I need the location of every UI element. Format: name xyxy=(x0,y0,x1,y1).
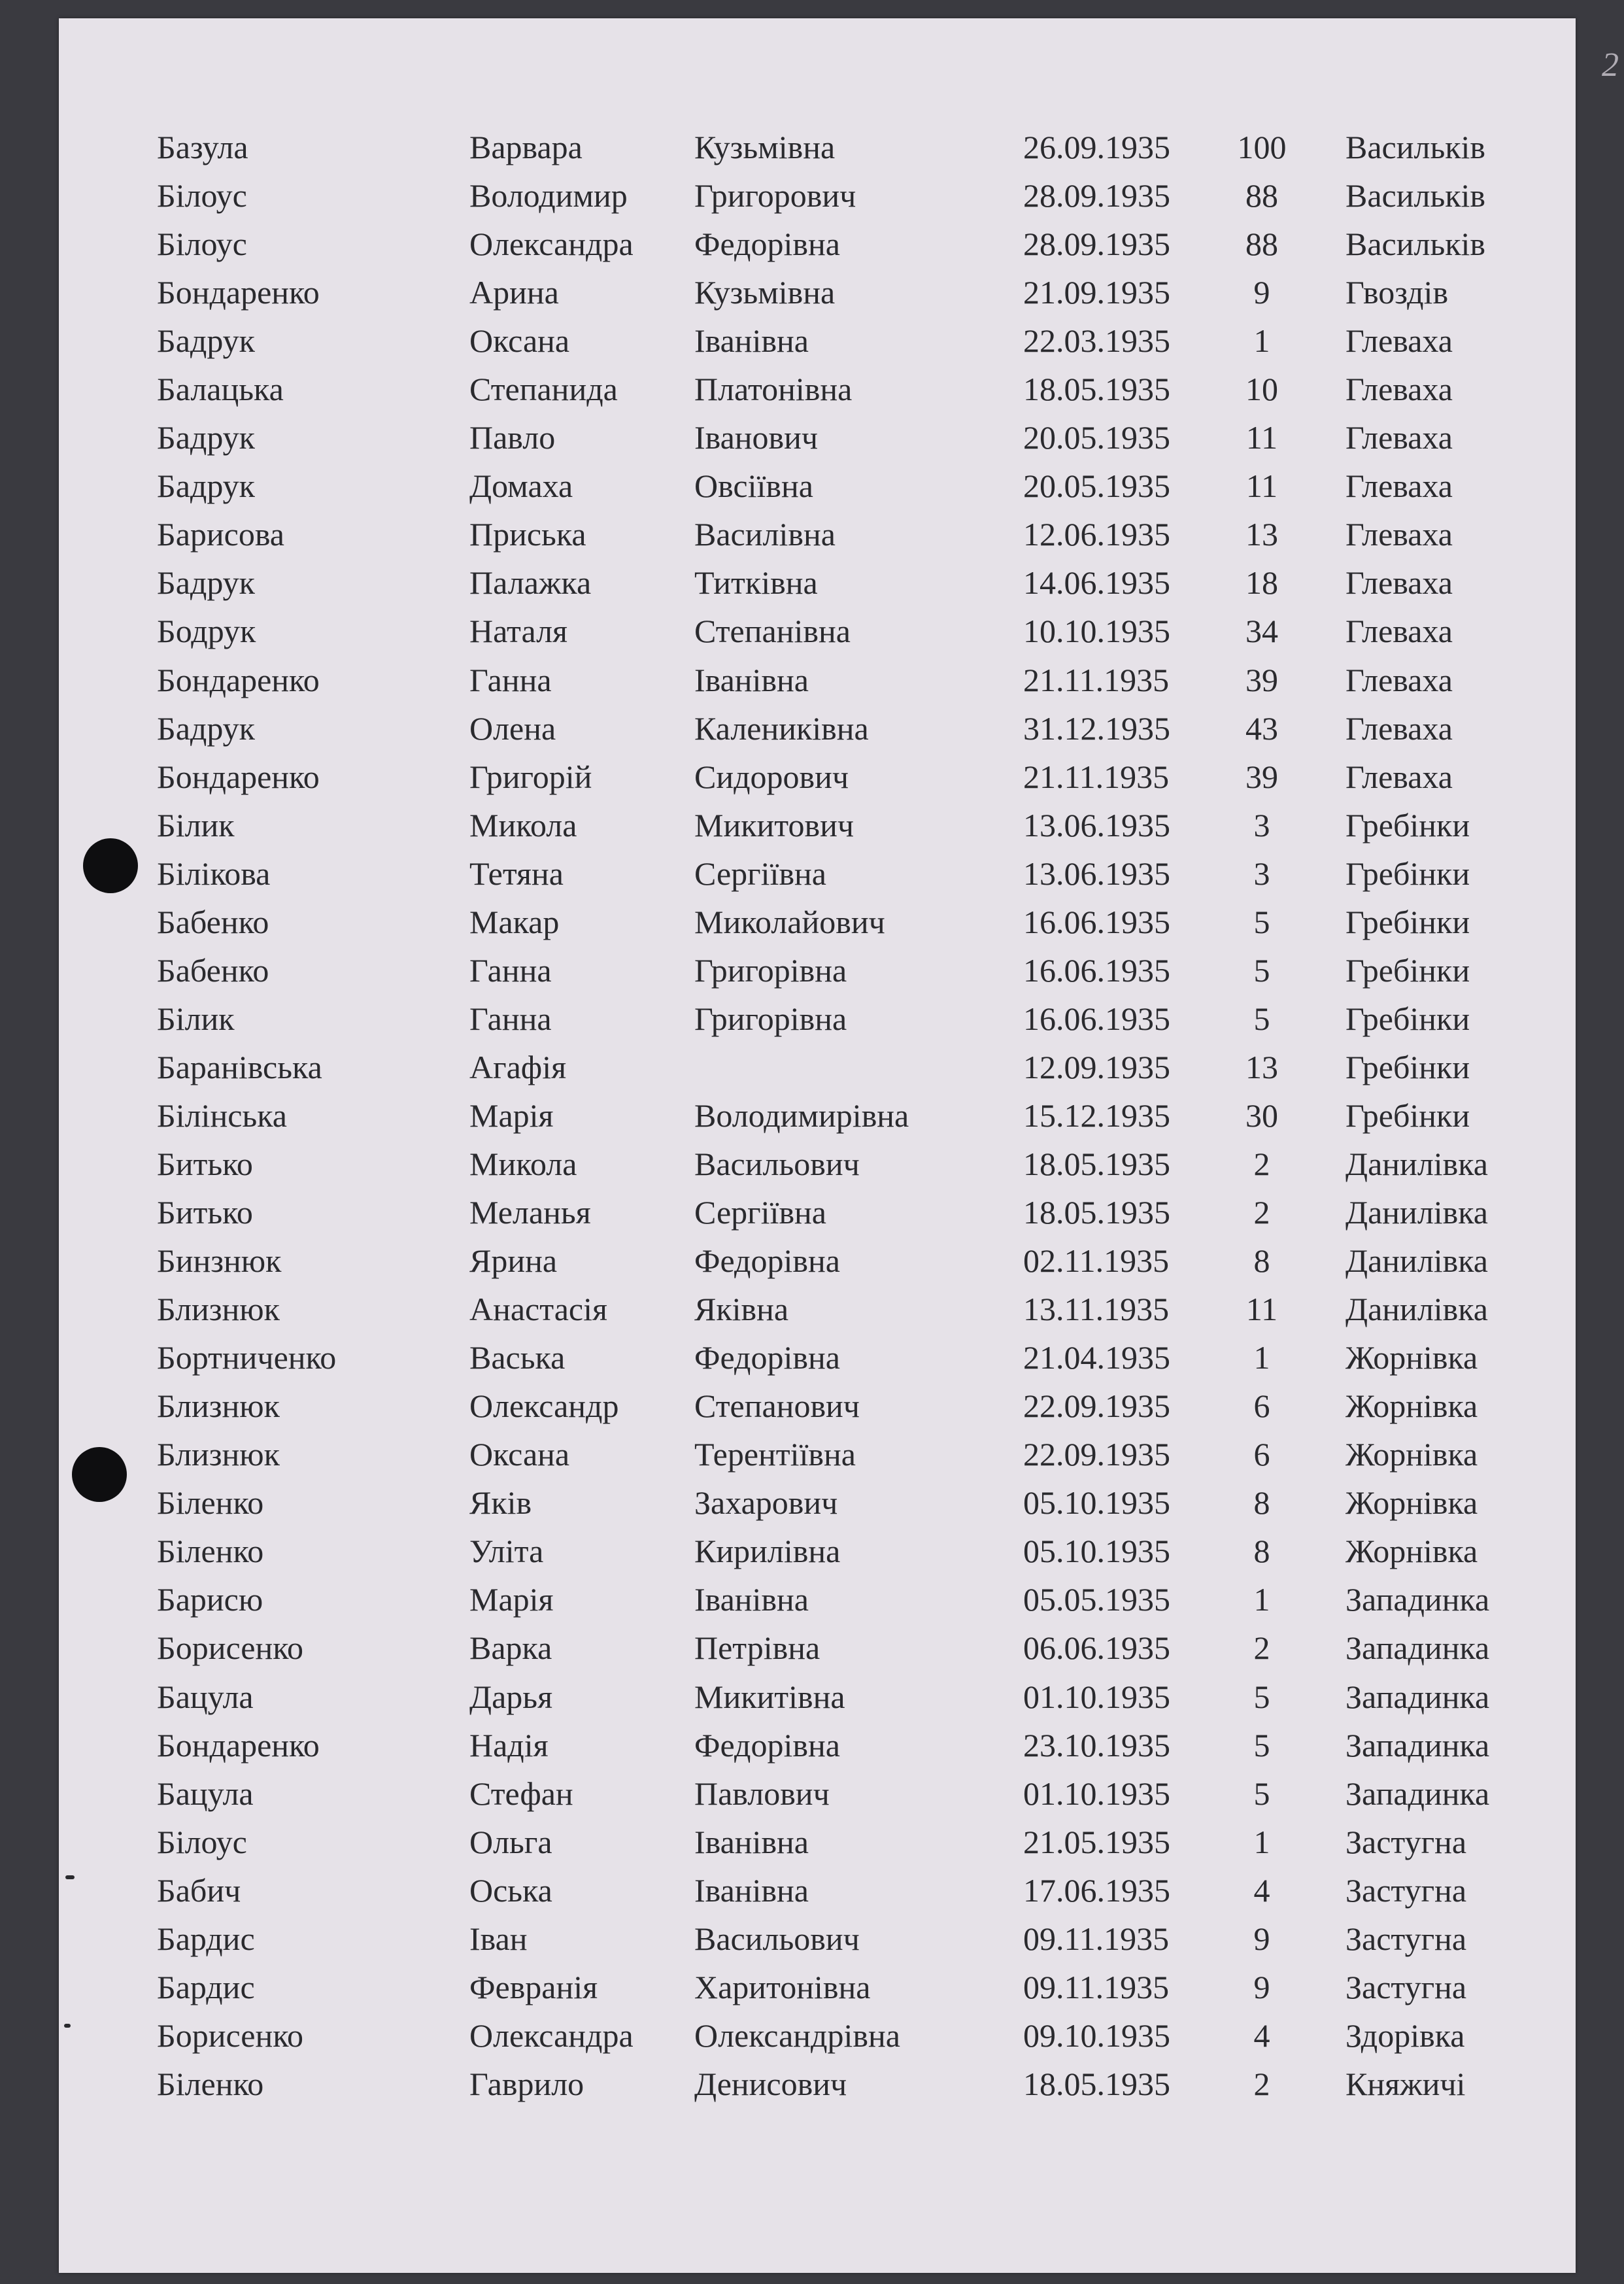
record-patronymic: Сидорович xyxy=(694,758,849,795)
record-first-name: Наталя xyxy=(469,613,568,650)
record-date: 14.06.1935 xyxy=(1023,564,1170,602)
record-number: 9 xyxy=(1253,1968,1270,2005)
record-number: 1 xyxy=(1253,1339,1270,1376)
record-number: 4 xyxy=(1253,1871,1270,1909)
record-surname: Бабич xyxy=(157,1871,241,1909)
record-number: 9 xyxy=(1253,1920,1270,1957)
record-row xyxy=(59,1285,1576,1333)
record-number: 43 xyxy=(1245,709,1278,747)
record-row xyxy=(59,1818,1576,1866)
record-date: 31.12.1935 xyxy=(1023,709,1170,747)
record-row xyxy=(59,558,1576,607)
record-number: 30 xyxy=(1245,1097,1278,1134)
record-patronymic: Захарович xyxy=(694,1484,838,1522)
record-number: 10 xyxy=(1245,371,1278,408)
record-row xyxy=(59,1963,1576,2011)
record-patronymic: Микитівна xyxy=(694,1678,845,1715)
record-first-name: Ганна xyxy=(469,951,552,989)
record-patronymic: Денисович xyxy=(694,2065,847,2102)
record-first-name: Уліта xyxy=(469,1533,544,1570)
record-row xyxy=(59,2060,1576,2108)
record-surname: Білик xyxy=(157,806,235,844)
record-surname: Барисова xyxy=(157,516,284,553)
record-surname: Біленко xyxy=(157,2065,264,2102)
record-date: 22.09.1935 xyxy=(1023,1388,1170,1425)
pen-mark xyxy=(64,2024,71,2028)
record-patronymic: Петрівна xyxy=(694,1629,820,1667)
record-row xyxy=(59,220,1576,268)
record-date: 09.10.1935 xyxy=(1023,2017,1170,2054)
record-date: 15.12.1935 xyxy=(1023,1097,1170,1134)
record-patronymic: Володимирівна xyxy=(694,1097,909,1134)
record-first-name: Приська xyxy=(469,516,586,553)
record-row xyxy=(59,365,1576,413)
record-list xyxy=(59,123,1576,2108)
record-surname: Бацула xyxy=(157,1775,254,1812)
record-date: 18.05.1935 xyxy=(1023,1145,1170,1182)
record-first-name: Яків xyxy=(469,1484,532,1522)
record-row xyxy=(59,413,1576,462)
record-date: 21.09.1935 xyxy=(1023,274,1170,311)
record-date: 06.06.1935 xyxy=(1023,1629,1170,1667)
record-row xyxy=(59,1915,1576,1963)
record-row xyxy=(59,1527,1576,1575)
record-surname: Білоус xyxy=(157,226,247,263)
record-patronymic: Калениківна xyxy=(694,709,869,747)
record-village: Глеваха xyxy=(1345,709,1453,747)
record-first-name: Дарья xyxy=(469,1678,553,1715)
record-date: 16.06.1935 xyxy=(1023,903,1170,940)
record-village: Глеваха xyxy=(1345,516,1453,553)
record-first-name: Ганна xyxy=(469,661,552,698)
record-date: 10.10.1935 xyxy=(1023,613,1170,650)
record-surname: Бондаренко xyxy=(157,758,320,795)
record-row xyxy=(59,171,1576,220)
record-first-name: Февранія xyxy=(469,1968,598,2005)
record-village: Глеваха xyxy=(1345,371,1453,408)
record-village: Васильків xyxy=(1345,177,1486,214)
record-village: Глеваха xyxy=(1345,758,1453,795)
record-patronymic: Степанович xyxy=(694,1388,860,1425)
record-village: Жорнівка xyxy=(1345,1339,1478,1376)
record-row xyxy=(59,753,1576,801)
record-village: Данилівка xyxy=(1345,1242,1488,1280)
record-surname: Бадрук xyxy=(157,468,255,505)
record-surname: Близнюк xyxy=(157,1436,280,1473)
record-row xyxy=(59,1673,1576,1721)
record-number: 5 xyxy=(1253,1678,1270,1715)
record-surname: Битько xyxy=(157,1194,253,1231)
record-first-name: Макар xyxy=(469,903,560,940)
record-patronymic: Кузьмівна xyxy=(694,274,836,311)
record-row xyxy=(59,607,1576,655)
record-row xyxy=(59,1043,1576,1091)
record-village: Жорнівка xyxy=(1345,1436,1478,1473)
record-patronymic: Федорівна xyxy=(694,1242,840,1280)
record-number: 8 xyxy=(1253,1242,1270,1280)
record-first-name: Варвара xyxy=(469,129,583,165)
record-surname: Бабенко xyxy=(157,951,269,989)
record-number: 5 xyxy=(1253,1775,1270,1812)
record-first-name: Оксана xyxy=(469,322,570,360)
record-surname: Баранівська xyxy=(157,1048,322,1085)
record-row xyxy=(59,462,1576,510)
record-date: 01.10.1935 xyxy=(1023,1678,1170,1715)
record-first-name: Павло xyxy=(469,419,556,456)
record-first-name: Марія xyxy=(469,1581,554,1618)
record-first-name: Микола xyxy=(469,806,577,844)
record-village: Данилівка xyxy=(1345,1291,1488,1328)
record-first-name: Оксана xyxy=(469,1436,570,1473)
record-patronymic: Кузьмівна xyxy=(694,129,836,165)
record-village: Васильків xyxy=(1345,226,1486,263)
record-patronymic: Кирилівна xyxy=(694,1533,841,1570)
record-date: 12.06.1935 xyxy=(1023,516,1170,553)
record-number: 1 xyxy=(1253,1581,1270,1618)
record-number: 13 xyxy=(1245,516,1278,553)
record-number: 2 xyxy=(1253,1145,1270,1182)
record-surname: Барисю xyxy=(157,1581,263,1618)
record-row xyxy=(59,1575,1576,1624)
record-patronymic: Терентіївна xyxy=(694,1436,856,1473)
record-date: 21.11.1935 xyxy=(1023,758,1170,795)
record-date: 21.05.1935 xyxy=(1023,1823,1170,1860)
record-patronymic: Васильович xyxy=(694,1920,860,1957)
record-first-name: Ярина xyxy=(469,1242,558,1280)
record-number: 11 xyxy=(1245,1291,1278,1328)
record-row xyxy=(59,1236,1576,1285)
record-number: 3 xyxy=(1253,855,1270,892)
record-date: 18.05.1935 xyxy=(1023,2065,1170,2102)
record-date: 28.09.1935 xyxy=(1023,226,1170,263)
record-surname: Бардис xyxy=(157,1920,255,1957)
record-village: Глеваха xyxy=(1345,564,1453,602)
record-surname: Білоус xyxy=(157,1823,247,1860)
record-surname: Борисенко xyxy=(157,2017,303,2054)
record-number: 11 xyxy=(1245,468,1278,505)
record-date: 13.06.1935 xyxy=(1023,806,1170,844)
record-first-name: Марія xyxy=(469,1097,554,1134)
record-row xyxy=(59,123,1576,171)
record-row xyxy=(59,1430,1576,1478)
record-patronymic: Сергіївна xyxy=(694,1194,827,1231)
record-surname: Бинзнюк xyxy=(157,1242,282,1280)
record-number: 5 xyxy=(1253,903,1270,940)
record-patronymic: Харитонівна xyxy=(694,1968,871,2005)
record-village: Глеваха xyxy=(1345,613,1453,650)
record-village: Застугна xyxy=(1345,1823,1467,1860)
record-village: Гребінки xyxy=(1345,806,1470,844)
record-village: Застугна xyxy=(1345,1968,1467,2005)
record-number: 88 xyxy=(1245,226,1278,263)
record-surname: Бабенко xyxy=(157,903,269,940)
record-surname: Бадрук xyxy=(157,709,255,747)
record-number: 88 xyxy=(1245,177,1278,214)
record-surname: Бацула xyxy=(157,1678,254,1715)
record-number: 5 xyxy=(1253,1726,1270,1764)
record-first-name: Палажка xyxy=(469,564,592,602)
pen-mark xyxy=(65,1875,75,1879)
record-surname: Біленко xyxy=(157,1533,264,1570)
record-surname: Білінська xyxy=(157,1097,287,1134)
record-row xyxy=(59,1188,1576,1236)
record-row xyxy=(59,946,1576,995)
record-patronymic: Іванівна xyxy=(694,322,809,360)
record-patronymic: Іванівна xyxy=(694,661,809,698)
record-surname: Бортниченко xyxy=(157,1339,337,1376)
record-number: 5 xyxy=(1253,951,1270,989)
record-patronymic: Федорівна xyxy=(694,1339,840,1376)
record-patronymic: Микитович xyxy=(694,806,854,844)
record-village: Западинка xyxy=(1345,1581,1490,1618)
record-date: 22.03.1935 xyxy=(1023,322,1170,360)
record-village: Гребінки xyxy=(1345,951,1470,989)
record-village: Жорнівка xyxy=(1345,1388,1478,1425)
record-date: 01.10.1935 xyxy=(1023,1775,1170,1812)
punch-hole xyxy=(83,838,138,893)
record-patronymic: Олександрівна xyxy=(694,2017,900,2054)
record-surname: Бондаренко xyxy=(157,661,320,698)
record-first-name: Стефан xyxy=(469,1775,573,1812)
record-number: 6 xyxy=(1253,1436,1270,1473)
record-first-name: Степанида xyxy=(469,371,618,408)
record-patronymic: Федорівна xyxy=(694,226,840,263)
record-date: 12.09.1935 xyxy=(1023,1048,1170,1085)
record-village: Глеваха xyxy=(1345,322,1453,360)
record-number: 13 xyxy=(1245,1048,1278,1085)
record-number: 1 xyxy=(1253,322,1270,360)
record-patronymic: Миколайович xyxy=(694,903,885,940)
record-surname: Бадрук xyxy=(157,322,255,360)
record-number: 2 xyxy=(1253,1629,1270,1667)
record-date: 26.09.1935 xyxy=(1023,129,1170,165)
record-village: Гребінки xyxy=(1345,903,1470,940)
record-row xyxy=(59,1140,1576,1188)
record-date: 16.06.1935 xyxy=(1023,1000,1170,1037)
record-first-name: Олександра xyxy=(469,226,634,263)
record-first-name: Микола xyxy=(469,1145,577,1182)
record-row xyxy=(59,1769,1576,1818)
record-surname: Битько xyxy=(157,1145,253,1182)
record-number: 8 xyxy=(1253,1533,1270,1570)
document-page xyxy=(59,18,1619,2273)
record-number: 1 xyxy=(1253,1823,1270,1860)
record-date: 20.05.1935 xyxy=(1023,419,1170,456)
record-date: 28.09.1935 xyxy=(1023,177,1170,214)
record-village: Глеваха xyxy=(1345,661,1453,698)
record-row xyxy=(59,1382,1576,1430)
record-village: Гребінки xyxy=(1345,1000,1470,1037)
record-village: Гребінки xyxy=(1345,1097,1470,1134)
record-date: 16.06.1935 xyxy=(1023,951,1170,989)
record-first-name: Надія xyxy=(469,1726,549,1764)
record-number: 2 xyxy=(1253,1194,1270,1231)
record-village: Западинка xyxy=(1345,1629,1490,1667)
record-row xyxy=(59,1478,1576,1527)
record-date: 02.11.1935 xyxy=(1023,1242,1170,1280)
record-number: 39 xyxy=(1245,758,1278,795)
record-date: 09.11.1935 xyxy=(1023,1920,1170,1957)
record-date: 18.05.1935 xyxy=(1023,1194,1170,1231)
record-surname: Борисенко xyxy=(157,1629,303,1667)
record-row xyxy=(59,316,1576,365)
record-first-name: Васька xyxy=(469,1339,566,1376)
record-village: Данилівка xyxy=(1345,1194,1488,1231)
record-surname: Білоус xyxy=(157,177,247,214)
record-number: 5 xyxy=(1253,1000,1270,1037)
record-patronymic: Платонівна xyxy=(694,371,853,408)
record-date: 20.05.1935 xyxy=(1023,468,1170,505)
punch-hole xyxy=(72,1447,127,1502)
record-number: 9 xyxy=(1253,274,1270,311)
record-date: 22.09.1935 xyxy=(1023,1436,1170,1473)
record-first-name: Арина xyxy=(469,274,559,311)
record-row xyxy=(59,704,1576,753)
record-row xyxy=(59,1866,1576,1915)
record-first-name: Володимир xyxy=(469,177,628,214)
record-village: Жорнівка xyxy=(1345,1484,1478,1522)
record-row xyxy=(59,898,1576,946)
record-first-name: Іван xyxy=(469,1920,528,1957)
record-date: 18.05.1935 xyxy=(1023,371,1170,408)
record-row xyxy=(59,2011,1576,2060)
record-number: 39 xyxy=(1245,661,1278,698)
record-row xyxy=(59,995,1576,1043)
record-surname: Близнюк xyxy=(157,1291,280,1328)
record-row xyxy=(59,1624,1576,1672)
record-village: Застугна xyxy=(1345,1920,1467,1957)
record-row xyxy=(59,656,1576,704)
record-date: 23.10.1935 xyxy=(1023,1726,1170,1764)
record-village: Гребінки xyxy=(1345,1048,1470,1085)
record-first-name: Олександра xyxy=(469,2017,634,2054)
record-number: 2 xyxy=(1253,2065,1270,2102)
record-village: Застугна xyxy=(1345,1871,1467,1909)
record-surname: Бодрук xyxy=(157,613,256,650)
record-number: 34 xyxy=(1245,613,1278,650)
record-village: Глеваха xyxy=(1345,419,1453,456)
record-number: 6 xyxy=(1253,1388,1270,1425)
record-date: 21.04.1935 xyxy=(1023,1339,1170,1376)
record-patronymic: Степанівна xyxy=(694,613,851,650)
record-surname: Бондаренко xyxy=(157,274,320,311)
record-patronymic: Іванівна xyxy=(694,1871,809,1909)
record-surname: Базула xyxy=(157,129,248,165)
record-village: Глеваха xyxy=(1345,468,1453,505)
record-surname: Біленко xyxy=(157,1484,264,1522)
record-first-name: Гаврило xyxy=(469,2065,584,2102)
record-number: 8 xyxy=(1253,1484,1270,1522)
record-village: Васильків xyxy=(1345,129,1486,165)
record-patronymic: Іванівна xyxy=(694,1823,809,1860)
record-surname: Білик xyxy=(157,1000,235,1037)
record-patronymic: Федорівна xyxy=(694,1726,840,1764)
record-number: 4 xyxy=(1253,2017,1270,2054)
record-patronymic: Сергіївна xyxy=(694,855,827,892)
record-surname: Бадрук xyxy=(157,419,255,456)
record-patronymic: Григорівна xyxy=(694,951,847,989)
record-village: Гребінки xyxy=(1345,855,1470,892)
record-surname: Близнюк xyxy=(157,1388,280,1425)
record-row xyxy=(59,1721,1576,1769)
record-first-name: Ольга xyxy=(469,1823,552,1860)
record-patronymic: Іванівна xyxy=(694,1581,809,1618)
record-patronymic: Васильович xyxy=(694,1145,860,1182)
record-number: 100 xyxy=(1237,129,1287,165)
record-first-name: Олександр xyxy=(469,1388,619,1425)
record-first-name: Григорій xyxy=(469,758,592,795)
record-patronymic: Іванович xyxy=(694,419,819,456)
record-first-name: Ганна xyxy=(469,1000,552,1037)
record-village: Данилівка xyxy=(1345,1145,1488,1182)
record-date: 17.06.1935 xyxy=(1023,1871,1170,1909)
record-first-name: Агафія xyxy=(469,1048,567,1085)
record-date: 13.11.1935 xyxy=(1023,1291,1170,1328)
record-row xyxy=(59,801,1576,849)
record-row xyxy=(59,268,1576,316)
record-first-name: Олена xyxy=(469,709,556,747)
record-village: Княжичі xyxy=(1345,2065,1466,2102)
record-village: Гвоздів xyxy=(1345,274,1449,311)
record-row xyxy=(59,1333,1576,1382)
record-patronymic: Василівна xyxy=(694,516,836,553)
record-surname: Балацька xyxy=(157,371,284,408)
record-first-name: Тетяна xyxy=(469,855,564,892)
record-patronymic: Титківна xyxy=(694,564,818,602)
record-first-name: Меланья xyxy=(469,1194,591,1231)
record-first-name: Варка xyxy=(469,1629,552,1667)
record-surname: Бондаренко xyxy=(157,1726,320,1764)
record-row xyxy=(59,510,1576,558)
record-surname: Бадрук xyxy=(157,564,255,602)
record-village: Западинка xyxy=(1345,1726,1490,1764)
page-number: 2 xyxy=(1602,46,1619,84)
record-patronymic: Овсіївна xyxy=(694,468,813,505)
record-surname: Білікова xyxy=(157,855,271,892)
record-patronymic: Павлович xyxy=(694,1775,830,1812)
record-patronymic: Григорівна xyxy=(694,1000,847,1037)
record-date: 05.10.1935 xyxy=(1023,1484,1170,1522)
record-patronymic: Яківна xyxy=(694,1291,789,1328)
record-village: Западинка xyxy=(1345,1775,1490,1812)
record-first-name: Анастасія xyxy=(469,1291,607,1328)
record-date: 05.05.1935 xyxy=(1023,1581,1170,1618)
record-village: Жорнівка xyxy=(1345,1533,1478,1570)
record-patronymic: Григорович xyxy=(694,177,856,214)
record-row xyxy=(59,1091,1576,1140)
record-number: 11 xyxy=(1245,419,1278,456)
record-surname: Бардис xyxy=(157,1968,255,2005)
record-date: 13.06.1935 xyxy=(1023,855,1170,892)
record-number: 18 xyxy=(1245,564,1278,602)
record-row xyxy=(59,849,1576,898)
record-first-name: Домаха xyxy=(469,468,573,505)
record-first-name: Оська xyxy=(469,1871,552,1909)
record-date: 05.10.1935 xyxy=(1023,1533,1170,1570)
record-village: Западинка xyxy=(1345,1678,1490,1715)
record-number: 3 xyxy=(1253,806,1270,844)
record-village: Здорівка xyxy=(1345,2017,1465,2054)
record-date: 09.11.1935 xyxy=(1023,1968,1170,2005)
record-date: 21.11.1935 xyxy=(1023,661,1170,698)
